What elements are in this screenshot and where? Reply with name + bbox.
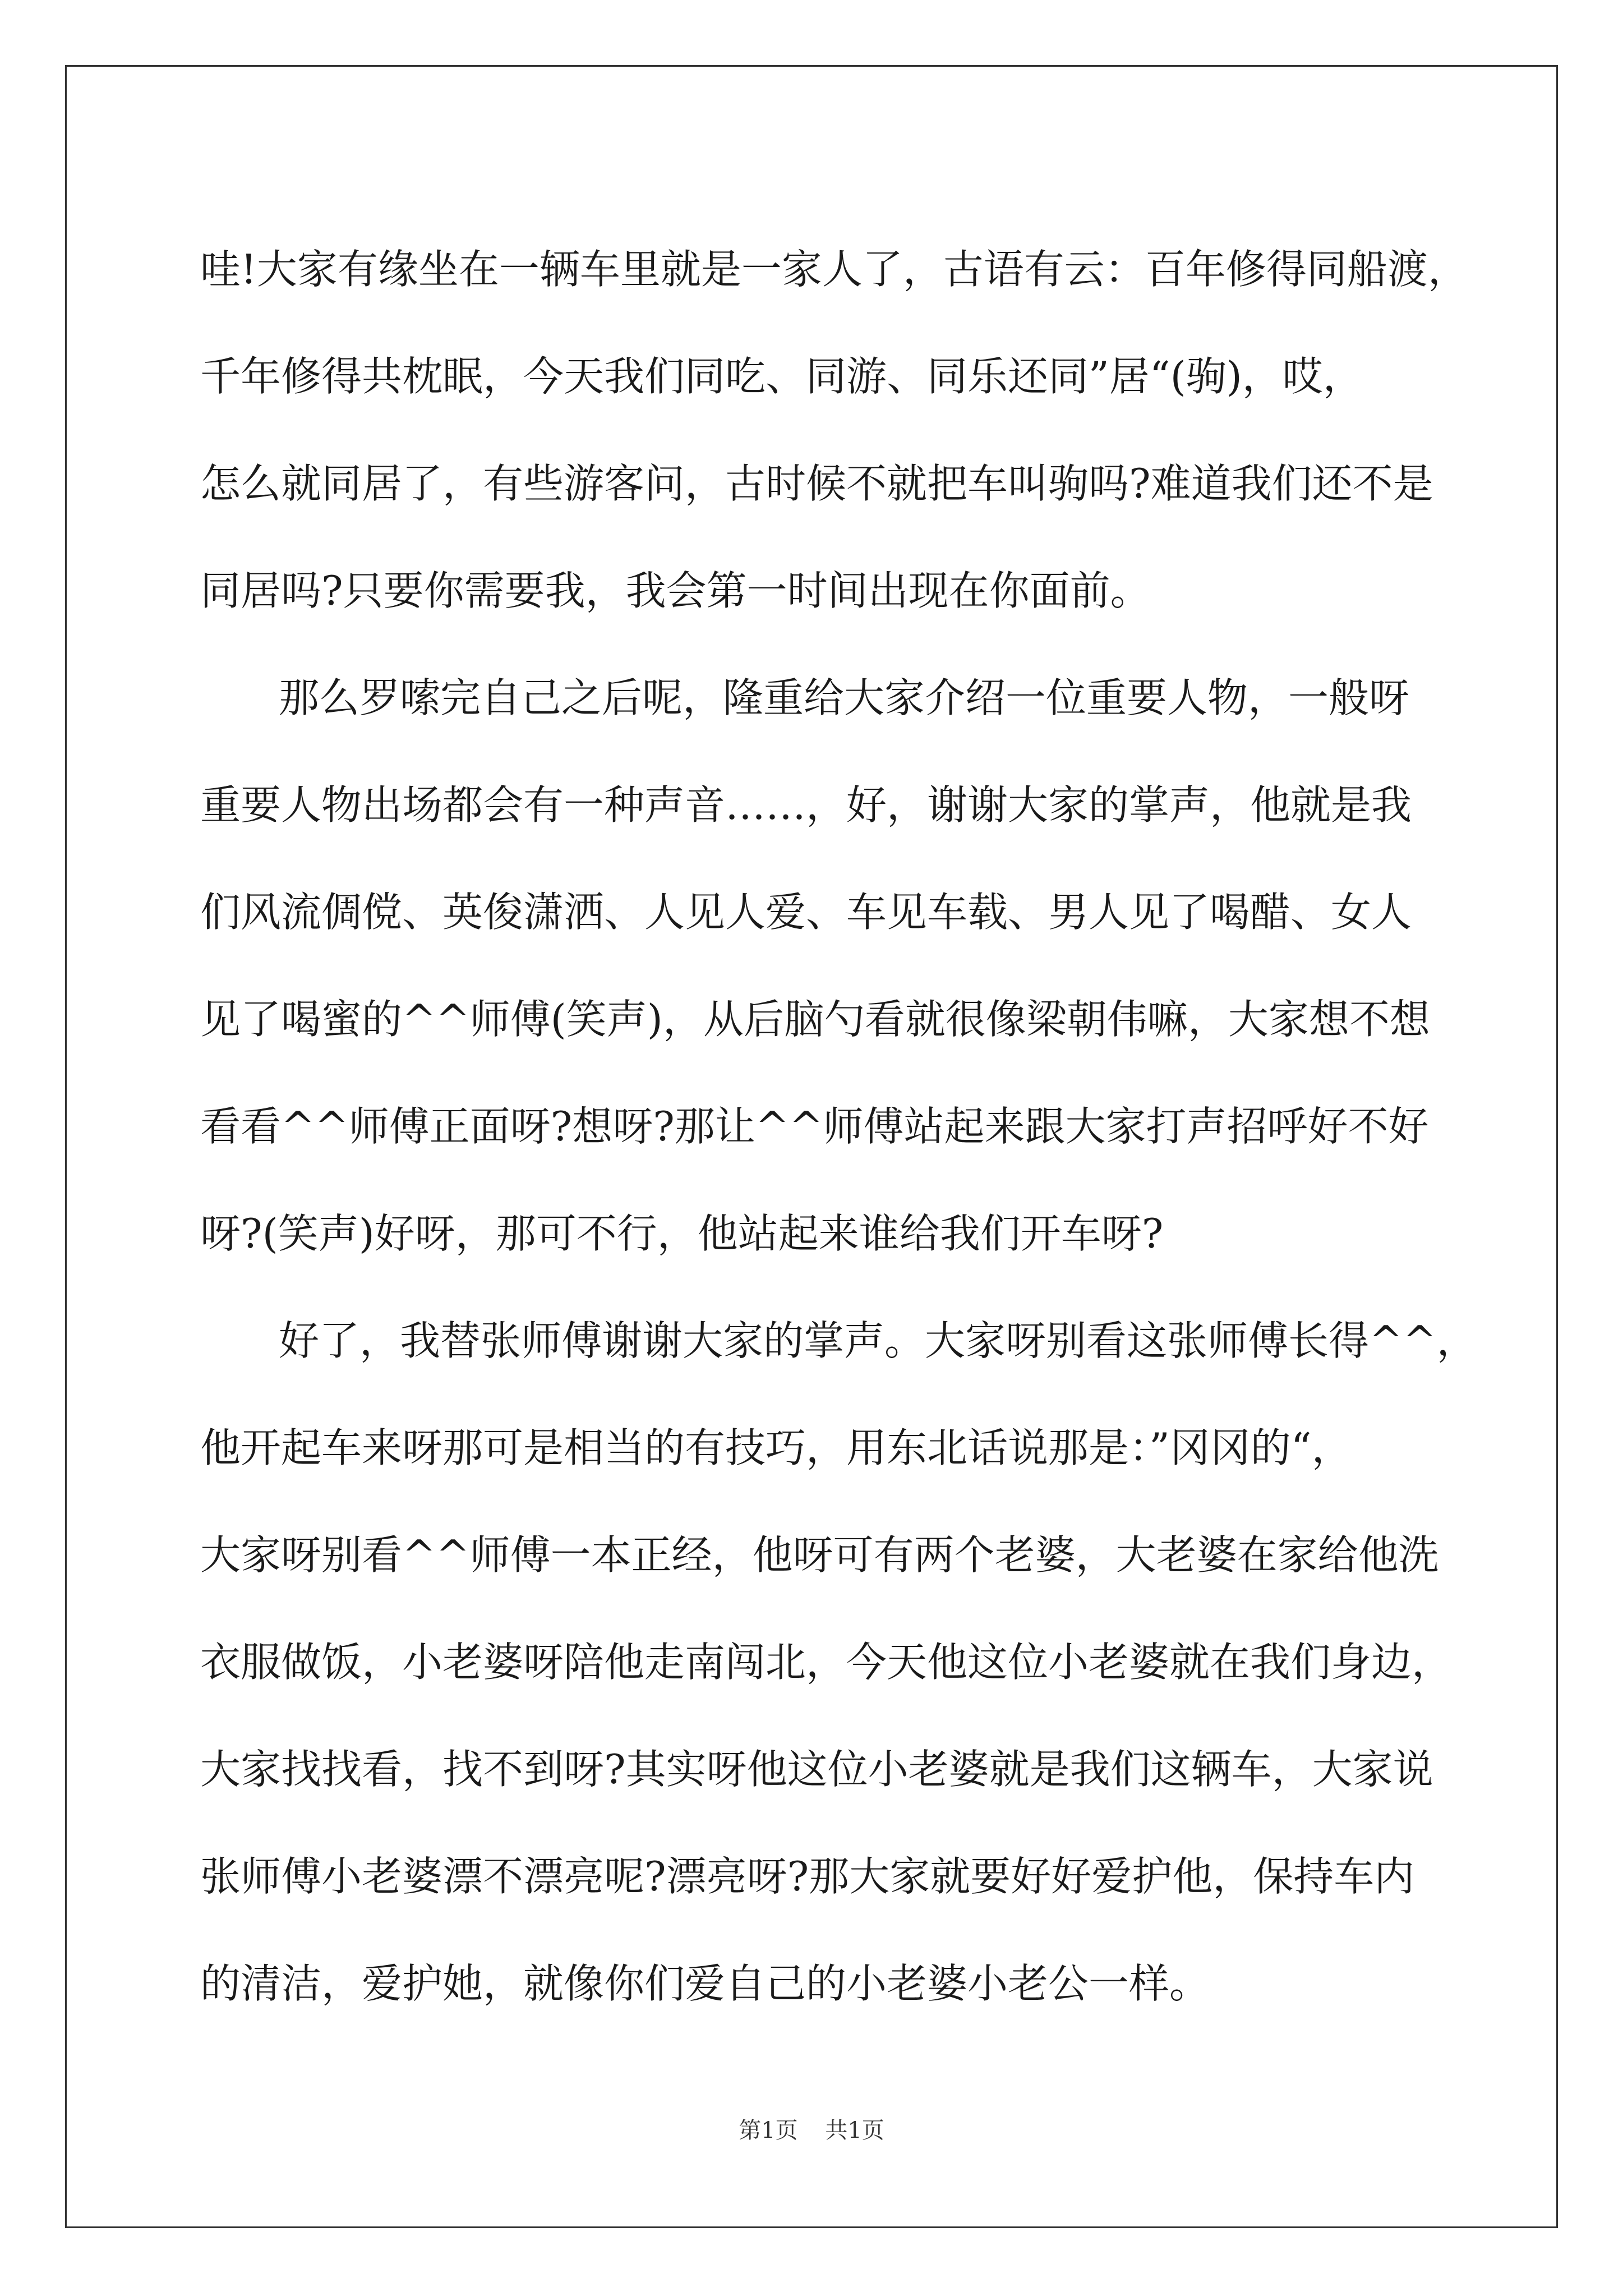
page-total: 共1页 bbox=[825, 2118, 884, 2143]
text-line: 千年修得共枕眠，今天我们同吃、同游、同乐还同”居“(驹)，哎， bbox=[200, 353, 1363, 400]
text-line: 们风流倜傥、英俊潇洒、人见人爱、车见车载、男人见了喝醋、女人 bbox=[200, 889, 1412, 936]
paragraph-3 bbox=[200, 1287, 1477, 2037]
text-line: 看看^^师傅正面呀?想呀?那让^^师傅站起来跟大家打声招呼好不好 bbox=[200, 1103, 1429, 1150]
text-line: 大家找找看，找不到呀?其实呀他这位小老婆就是我们这辆车，大家说 bbox=[200, 1746, 1433, 1793]
text-line: 重要人物出场都会有一种声音……，好，谢谢大家的掌声，他就是我 bbox=[200, 781, 1412, 829]
text-line: 呀?(笑声)好呀，那可不行，他站起来谁给我们开车呀? bbox=[200, 1210, 1164, 1257]
document-body bbox=[200, 216, 1477, 2037]
text-line: 张师傅小老婆漂不漂亮呢?漂亮呀?那大家就要好好爱护他，保持车内 bbox=[200, 1853, 1415, 1900]
text-line: 那么罗嗦完自己之后呢，隆重给大家介绍一位重要人物，一般呀 bbox=[279, 674, 1410, 721]
text-line: 见了喝蜜的^^师傅(笑声)，从后脑勺看就很像梁朝伟嘛，大家想不想 bbox=[200, 996, 1430, 1043]
text-line: 同居吗?只要你需要我，我会第一时间出现在你面前。 bbox=[200, 567, 1151, 614]
text-line: 大家呀别看^^师傅一本正经，他呀可有两个老婆，大老婆在家给他洗 bbox=[200, 1531, 1439, 1579]
text-line: 他开起车来呀那可是相当的有技巧，用东北话说那是：”冈冈的“， bbox=[200, 1424, 1352, 1471]
text-line: 哇!大家有缘坐在一辆车里就是一家人了，古语有云：百年修得同船渡， bbox=[200, 246, 1468, 293]
text-line: 的清洁，爱护她，就像你们爱自己的小老婆小老公一样。 bbox=[200, 1960, 1210, 2007]
text-line: 怎么就同居了，有些游客问，古时候不就把车叫驹吗?难道我们还不是 bbox=[200, 460, 1433, 507]
page-footer bbox=[0, 2113, 1623, 2145]
text-line: 衣服做饭，小老婆呀陪他走南闯北，今天他这位小老婆就在我们身边， bbox=[200, 1639, 1453, 1686]
paragraph-2 bbox=[200, 645, 1430, 1287]
paragraph-1 bbox=[200, 216, 1468, 645]
text-line: 好了，我替张师傅谢谢大家的掌声。大家呀别看这张师傅长得^^， bbox=[279, 1317, 1477, 1364]
page-number: 第1页 bbox=[739, 2118, 798, 2143]
